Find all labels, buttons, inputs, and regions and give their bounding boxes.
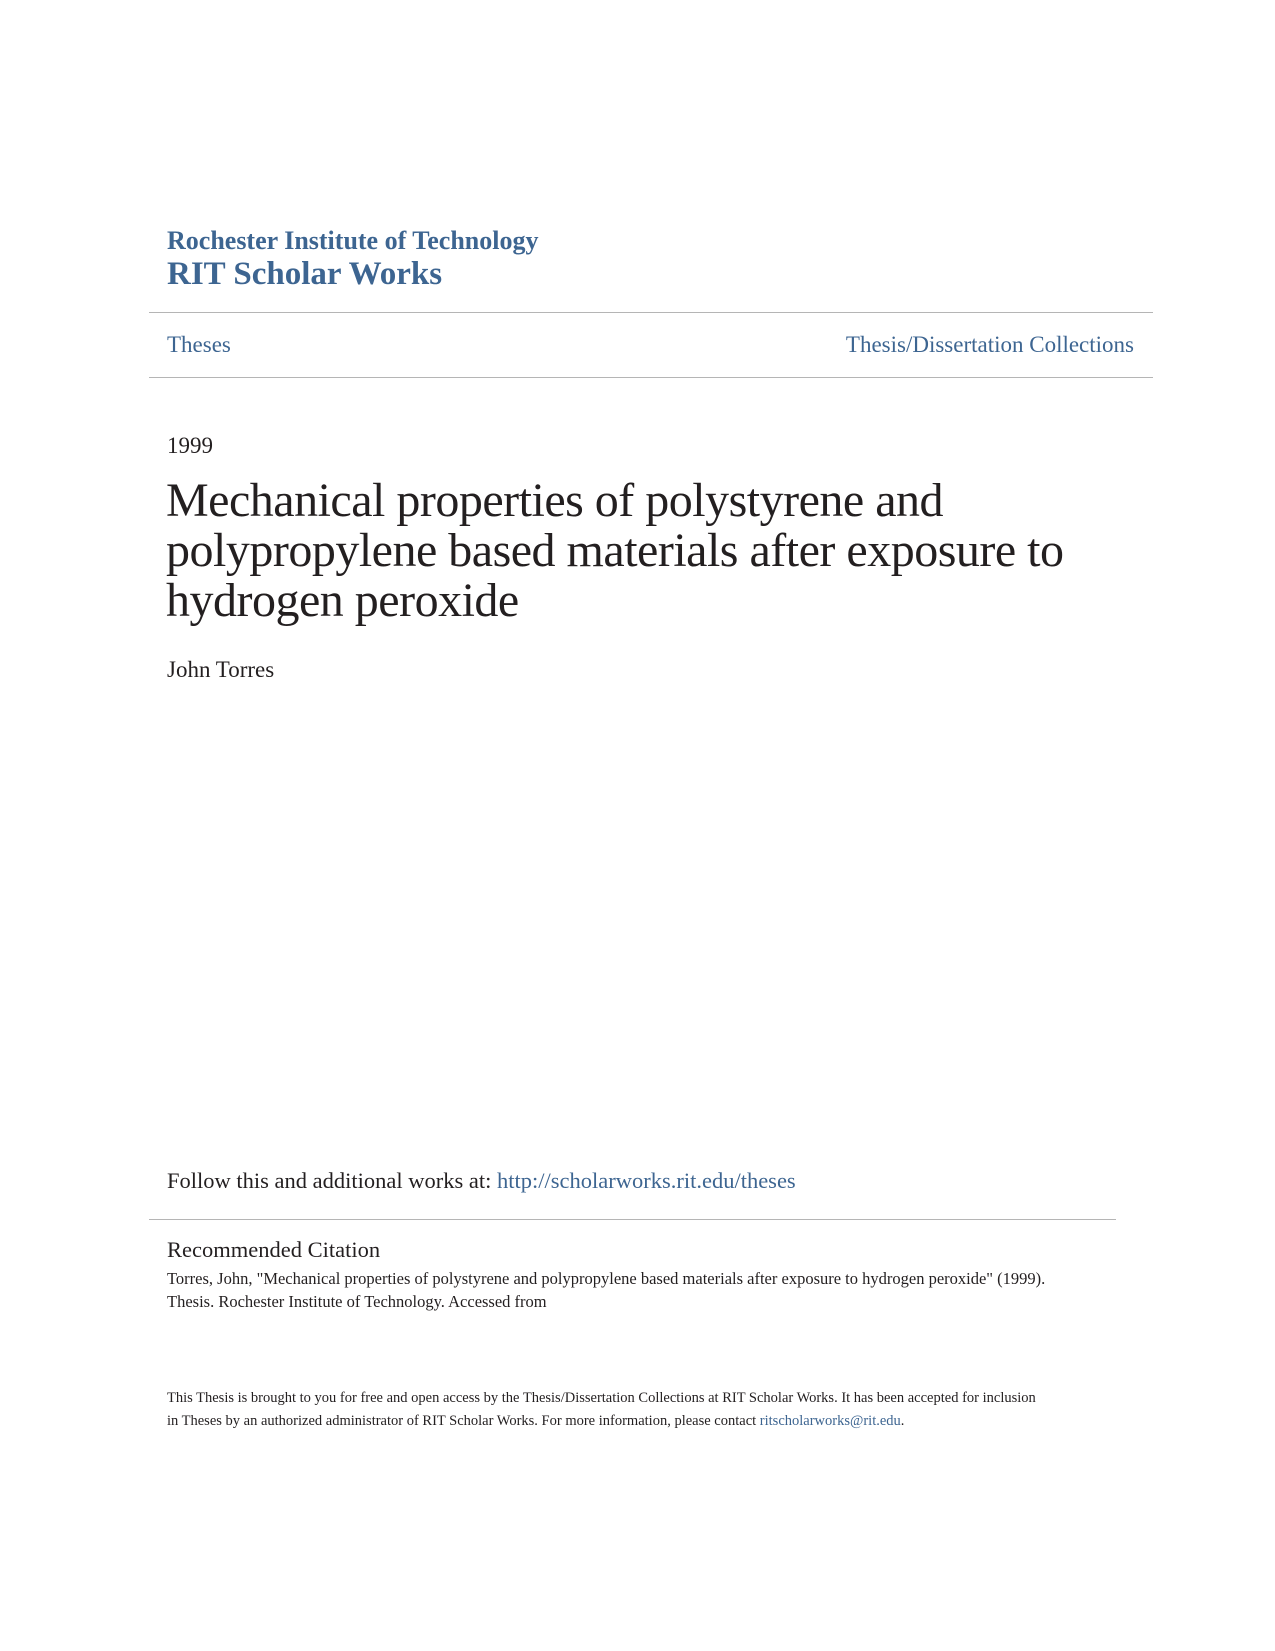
header-divider-top	[149, 312, 1153, 313]
author-name: John Torres	[167, 657, 275, 682]
document-title: Mechanical properties of polystyrene and polypropylene based materials after exposure to hydrogen peroxide	[166, 474, 1064, 627]
footer-divider	[149, 1219, 1116, 1220]
header-divider-bottom	[149, 377, 1153, 378]
citation-heading: Recommended Citation	[167, 1237, 381, 1262]
repository-name: RIT Scholar Works	[167, 256, 443, 292]
access-notice	[167, 1387, 1107, 1433]
follow-text: Follow this and additional works at:	[167, 1168, 497, 1193]
publication-year: 1999	[167, 433, 213, 458]
citation-line: Torres, John, "Mechanical properties of polystyrene and polypropylene based materials after exposure to hydrogen peroxide" (1999).	[167, 1269, 1046, 1288]
follow-line	[167, 1166, 796, 1196]
repository-header	[167, 226, 538, 292]
notice-line	[167, 1410, 1107, 1433]
citation-text	[167, 1267, 1102, 1313]
citation-line: Thesis. Rochester Institute of Technology. Accessed from	[167, 1292, 547, 1311]
theses-link[interactable]: Theses	[167, 332, 231, 357]
collections-link[interactable]: Thesis/Dissertation Collections	[845, 332, 1134, 357]
notice-period: .	[900, 1413, 905, 1429]
notice-line: This Thesis is brought to you for free and open access by the Thesis/Dissertation Collections at RIT Scholar Works. It has been accepted for inclusion	[167, 1390, 1036, 1406]
theses-url-link[interactable]: http://scholarworks.rit.edu/theses	[496, 1168, 796, 1193]
institution-name: Rochester Institute of Technology	[167, 226, 539, 255]
notice-text: in Theses by an authorized administrator of RIT Scholar Works. For more information, please contact	[167, 1413, 760, 1429]
contact-email-link[interactable]: ritscholarworks@rit.edu	[759, 1413, 901, 1429]
